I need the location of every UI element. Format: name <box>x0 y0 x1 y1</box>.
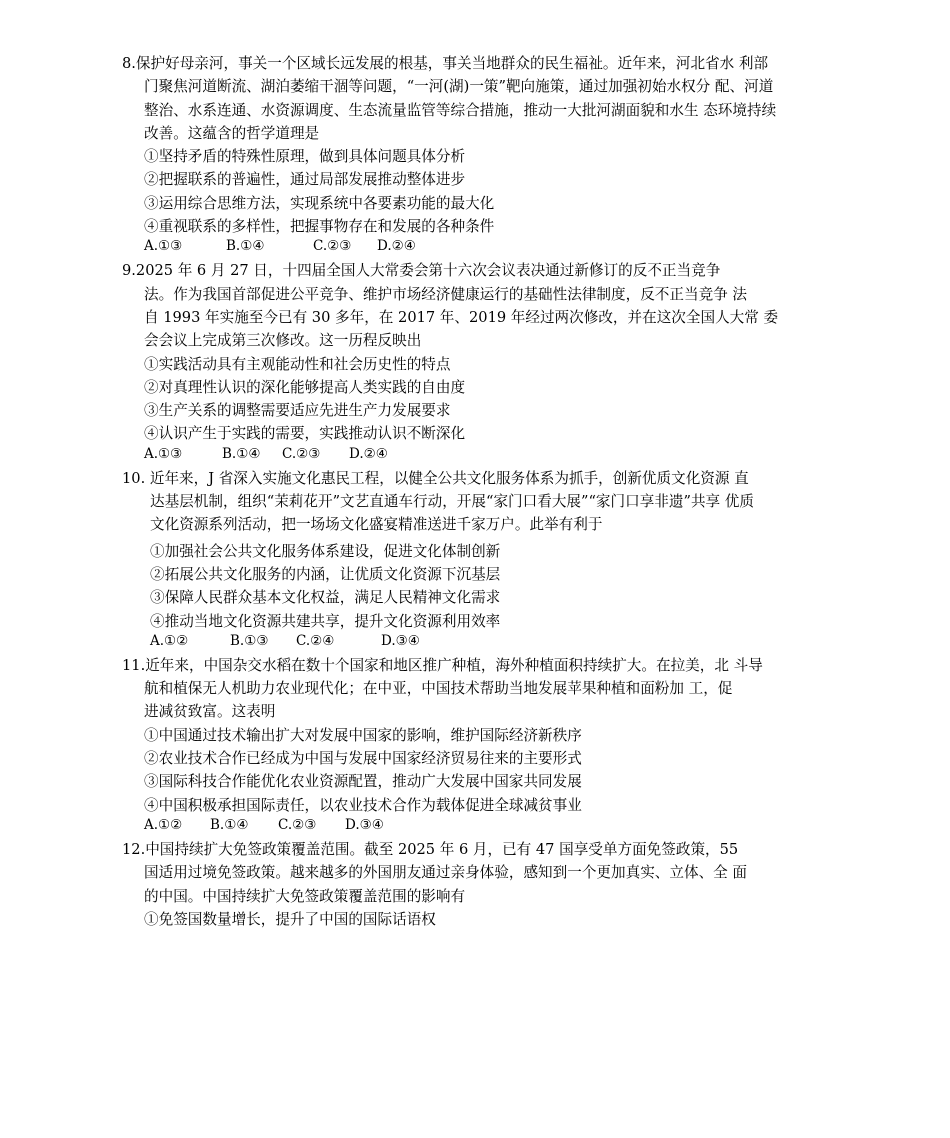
statement-option: ③生产关系的调整需要适应先进生产力发展要求 <box>144 402 451 420</box>
question-11 <box>122 654 828 834</box>
answer-choice-b[interactable]: B.①③ <box>230 632 269 649</box>
statement-option: ②拓展公共文化服务的内涵，让优质文化资源下沉基层 <box>150 565 501 583</box>
question-stem-line: 进减贫致富。这表明 <box>144 703 276 721</box>
statement-option: ①实践活动具有主观能动性和社会历史性的特点 <box>144 355 451 373</box>
question-stem-line: 航和植保无人机助力农业现代化；在中亚，中国技术帮助当地发展苹果种植和面粉加 工，促 <box>144 680 733 698</box>
answer-choice-c[interactable]: C.②③ <box>278 816 317 833</box>
statement-option: ①免签国数量增长，提升了中国的国际话语权 <box>144 910 436 928</box>
answer-choice-d[interactable]: D.②④ <box>349 445 388 462</box>
answer-choice-d[interactable]: D.③④ <box>345 816 384 833</box>
statement-option: ③国际科技合作能优化农业资源配置，推动广大发展中国家共同发展 <box>144 773 582 791</box>
question-stem-line: 国适用过境免签政策。越来越多的外国朋友通过亲身体验，感知到一个更加真实、立体、全 面 <box>144 864 747 882</box>
question-stem-line: 12.中国持续扩大免签政策覆盖范围。截至 2025 年 6 月，已有 47 国享受单方面免签政策，55 <box>122 840 739 858</box>
answer-choice-a[interactable]: A.①③ <box>144 445 183 462</box>
question-10 <box>122 467 828 650</box>
question-8 <box>122 52 828 255</box>
question-stem-line: 会会议上完成第三次修改。这一历程反映出 <box>144 332 422 350</box>
answer-choice-a[interactable]: A.①② <box>144 816 183 833</box>
question-stem-line: 的中国。中国持续扩大免签政策覆盖范围的影响有 <box>144 887 466 905</box>
question-stem-line: 10. 近年来，J 省深入实施文化惠民工程，以健全公共文化服务体系为抓手，创新优质文化资源 直 <box>122 469 749 487</box>
question-stem-line: 法。作为我国首部促进公平竞争、维护市场经济健康运行的基础性法律制度，反不正当竞争 法 <box>144 285 747 303</box>
statement-option: ④重视联系的多样性，把握事物存在和发展的各种条件 <box>144 218 495 236</box>
question-stem-line: 整治、水系连通、水资源调度、生态流量监管等综合措施，推动一大批河湖面貌和水生 态环境持续 <box>144 101 777 119</box>
statement-option: ④推动当地文化资源共建共享，提升文化资源利用效率 <box>150 612 501 630</box>
question-stem-line: 9.2025 年 6 月 27 日，十四届全国人大常委会第十六次会议表决通过新修订的反不正当竞争 <box>122 262 721 280</box>
statement-option: ③运用综合思维方法，实现系统中各要素功能的最大化 <box>144 194 495 212</box>
answer-choices <box>122 817 828 834</box>
answer-choice-b[interactable]: B.①④ <box>222 445 261 462</box>
question-stem-line: 11.近年来，中国杂交水稻在数十个国家和地区推广种植，海外种植面积持续扩大。在拉美，北 斗导 <box>122 656 763 674</box>
answer-choice-b[interactable]: B.①④ <box>210 816 249 833</box>
question-stem-line: 文化资源系列活动，把一场场文化盛宴精准送进千家万户。此举有利于 <box>150 516 603 534</box>
answer-choice-d[interactable]: D.③④ <box>381 632 420 649</box>
question-stem-line: 门聚焦河道断流、湖泊萎缩干涸等问题，“一河(湖)一策”靶向施策，通过加强初始水权分 配、河道 <box>144 78 774 96</box>
question-9 <box>122 259 828 462</box>
statement-option: ④中国积极承担国际责任，以农业技术合作为载体促进全球减贫事业 <box>144 796 582 814</box>
exam-page <box>122 52 828 933</box>
statement-option: ④认识产生于实践的需要，实践推动认识不断深化 <box>144 425 466 443</box>
question-stem-line: 自 1993 年实施至今已有 30 多年，在 2017 年、2019 年经过两次修改，并在这次全国人大常 委 <box>144 308 779 326</box>
answer-choice-d[interactable]: D.②④ <box>377 238 416 255</box>
statement-option: ②把握联系的普遍性，通过局部发展推动整体进步 <box>144 171 466 189</box>
answer-choice-a[interactable]: A.①② <box>150 632 189 649</box>
answer-choice-b[interactable]: B.①④ <box>226 238 265 255</box>
answer-choices <box>122 633 828 650</box>
answer-choice-c[interactable]: C.②④ <box>296 632 335 649</box>
answer-choices <box>122 446 828 463</box>
question-stem-line: 达基层机制，组织“茉莉花开”文艺直通车行动，开展“家门口看大展”“家门口享非遗”共享 优质 <box>150 493 754 511</box>
statement-option: ②农业技术合作已经成为中国与发展中国家经济贸易往来的主要形式 <box>144 750 582 768</box>
statement-option: ①加强社会公共文化服务体系建设，促进文化体制创新 <box>150 542 501 560</box>
question-stem-line: 改善。这蕴含的哲学道理是 <box>144 124 320 142</box>
answer-choice-c[interactable]: C.②③ <box>313 238 352 255</box>
statement-option: ①坚持矛盾的特殊性原理，做到具体问题具体分析 <box>144 148 466 166</box>
answer-choices <box>122 238 828 255</box>
answer-choice-c[interactable]: C.②③ <box>282 445 321 462</box>
answer-choice-a[interactable]: A.①③ <box>144 238 183 255</box>
statement-option: ③保障人民群众基本文化权益，满足人民精神文化需求 <box>150 589 501 607</box>
question-12 <box>122 838 828 931</box>
statement-option: ①中国通过技术输出扩大对发展中国家的影响，维护国际经济新秩序 <box>144 726 582 744</box>
statement-option: ②对真理性认识的深化能够提高人类实践的自由度 <box>144 378 466 396</box>
question-stem-line: 8.保护好母亲河，事关一个区域长远发展的根基，事关当地群众的民生福祉。近年来，河北省水 利部 <box>122 55 769 72</box>
